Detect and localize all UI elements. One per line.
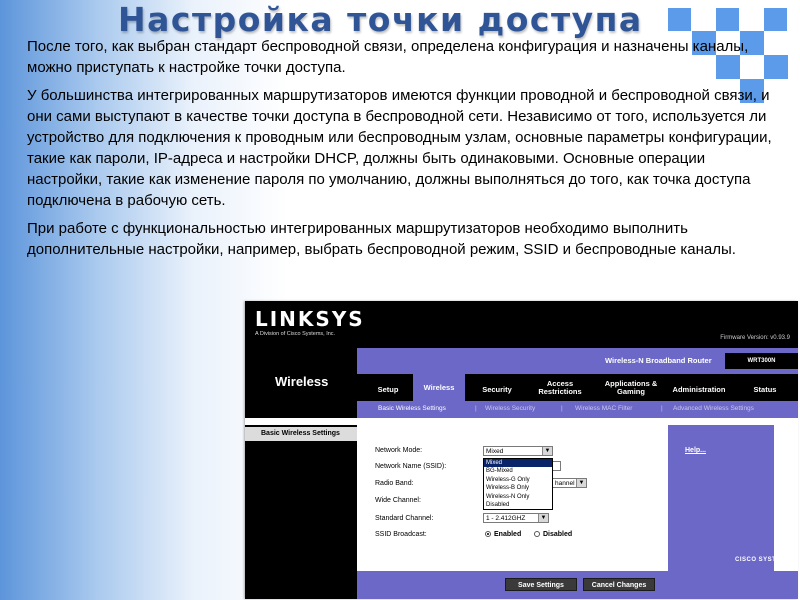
subtab-basic-wireless[interactable]: Basic Wireless Settings [378,405,446,412]
decor-square [764,8,787,31]
wide-channel-label: Wide Channel: [375,497,421,504]
subtab-separator: | [561,405,563,412]
chevron-down-icon: ▼ [538,514,548,522]
ssid-enabled-radio[interactable] [485,531,491,537]
standard-channel-select[interactable] [483,513,549,523]
subtab-wireless-security[interactable]: Wireless Security [485,405,536,412]
decor-square [716,8,739,31]
tab-status[interactable]: Status [753,385,777,394]
subtab-separator: | [661,405,663,412]
model-badge: WRT300N [725,353,798,369]
cancel-changes-button[interactable]: Cancel Changes [583,578,655,591]
tab-applications-gaming[interactable]: Applications & Gaming [604,379,658,396]
network-mode-select[interactable] [483,446,553,456]
bottom-action-bar [357,571,798,599]
dropdown-option-wireless-b[interactable]: Wireless-B Only [486,485,530,492]
help-panel [668,425,774,571]
cisco-logo: CISCO SYSTEMS [735,557,791,563]
dropdown-option-wireless-n[interactable]: Wireless-N Only [486,493,530,500]
save-settings-button[interactable]: Save Settings [505,578,577,591]
tab-administration[interactable]: Administration [672,385,726,394]
standard-channel-value: 1 - 2.412GHZ [486,515,526,522]
chevron-down-icon: ▼ [576,479,586,487]
subtab-separator: | [475,405,477,412]
radio-band-value: hannel [555,480,575,487]
linksys-logo: LINKSYS [255,307,365,331]
tab-security[interactable]: Security [482,385,512,394]
paragraph-2: У большинства интегрированных маршрутизаторов имеются функции проводной и беспроводной связи, и они сами выступают в качестве точки доступа в беспроводной сети. Независимо от того, используется ли устройство для подключения к проводным или беспроводным узлам, основные параметры конфигурации, такие как пароли, IP-адреса и настройки DHCP, должны быть одинаковыми. Основные операции настройки, такие как изменение пароля по умолчанию, должны выполняться до того, как точка доступа подключена в рабочую сеть. [27,87,772,209]
tab-setup[interactable]: Setup [377,385,399,394]
subtab-mac-filter[interactable]: Wireless MAC Filter [575,405,633,412]
dropdown-option-mixed[interactable]: Mixed [484,459,552,467]
paragraph-3: При работе с функциональностью интегрированных маршрутизаторов необходимо выполнить дополнительные настройки, например, выбрать беспроводной режим, SSID и беспроводные каналы. [27,220,736,258]
panel-title: Basic Wireless Settings [245,427,357,441]
subtab-advanced-wireless[interactable]: Advanced Wireless Settings [673,405,754,412]
router-screenshot [245,301,798,599]
dropdown-option-wireless-g[interactable]: Wireless-G Only [486,476,530,483]
network-mode-value: Mixed [486,448,504,455]
dropdown-option-bg-mixed[interactable]: BG-Mixed [486,468,513,475]
standard-channel-label: Standard Channel: [375,515,434,522]
ssid-disabled-radio[interactable] [534,531,540,537]
tab-wireless[interactable]: Wireless [413,374,465,401]
product-name: Wireless-N Broadband Router [605,356,712,365]
left-column [245,425,357,571]
enabled-label: Enabled [494,531,522,538]
ssid-input[interactable] [553,461,561,471]
dropdown-option-disabled[interactable]: Disabled [486,502,510,509]
logo-subtitle: A Division of Cisco Systems, Inc. [255,331,336,337]
radio-band-label: Radio Band: [375,480,414,487]
slide-body [27,36,779,267]
ssid-broadcast-label: SSID Broadcast: [375,531,427,538]
chevron-down-icon: ▼ [542,447,552,455]
section-title-wireless: Wireless [275,374,329,389]
network-mode-dropdown [483,458,553,510]
radio-band-select[interactable] [553,478,587,488]
firmware-version: Firmware Version: v0.93.9 [720,335,790,341]
disabled-label: Disabled [543,531,573,538]
network-mode-label: Network Mode: [375,447,423,454]
ssid-label: Network Name (SSID): [375,463,447,470]
tab-access-restrictions[interactable]: Access Restrictions [538,379,582,396]
help-link[interactable]: Help... [685,447,707,454]
paragraph-1: После того, как выбран стандарт беспроводной связи, определена конфигурация и назначены каналы, можно приступать к настройке точки доступа. [27,38,749,76]
slide-title: Настройка точки доступа [118,0,643,39]
